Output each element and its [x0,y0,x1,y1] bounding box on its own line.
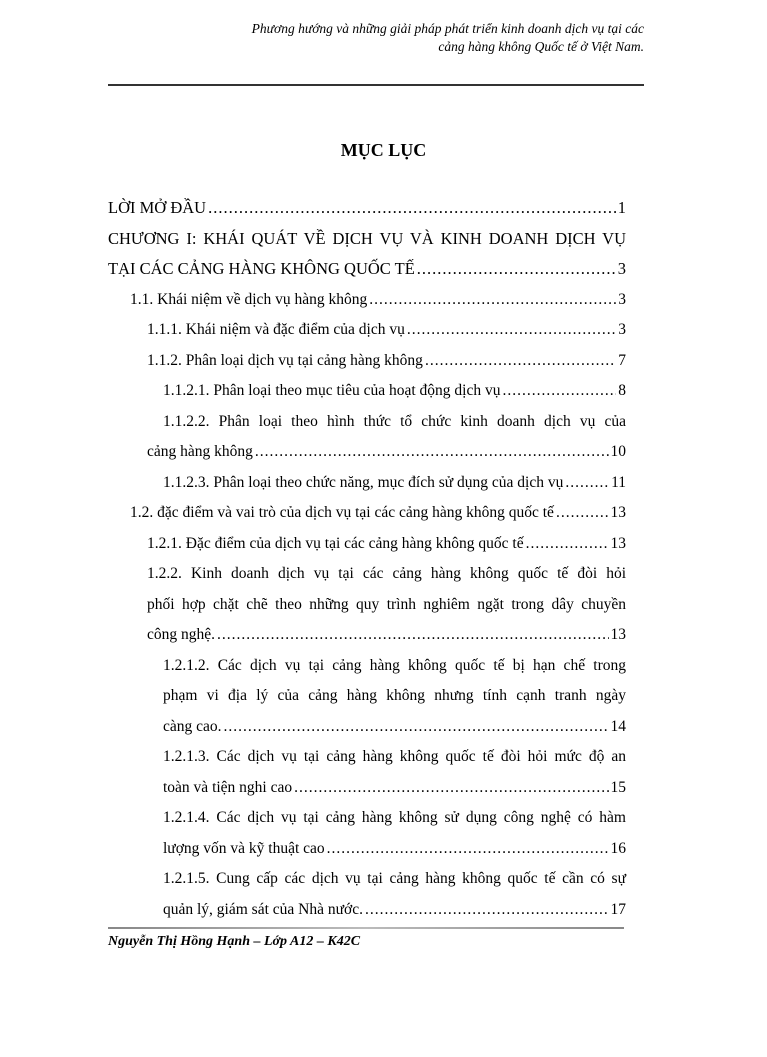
page-title: MỤC LỤC [340,140,427,160]
toc-entry[interactable] [108,285,626,316]
toc-line [108,193,626,224]
toc-entry-text: quản lý, giám sát của Nhà nước. [163,900,363,918]
toc-entry[interactable] [108,864,626,925]
toc-line [108,529,626,560]
toc-entry-text: lượng vốn và kỹ thuật cao [163,839,325,857]
toc-entry-text: 1.2.1.3. Các dịch vụ tại cảng hàng không quốc tế đòi hỏi mức độ an [163,748,626,765]
toc-line [108,803,626,834]
toc-line [108,224,626,255]
dot-leader [208,193,616,224]
toc-line [108,346,626,377]
toc-page-number: 16 [610,839,626,857]
toc-entry[interactable] [108,407,626,468]
toc-entry[interactable] [108,315,626,346]
toc-entry-text: toàn và tiện nghi cao [163,778,293,796]
toc-entry-text: TẠI CÁC CẢNG HÀNG KHÔNG QUỐC TẾ [108,259,415,278]
toc-entry-text: 1.2.1. Đặc điểm của dịch vụ tại các cảng hàng không quốc tế [147,534,524,552]
dot-leader [255,437,609,468]
toc-line [108,315,626,346]
header-line-2: cảng hàng không Quốc tế ở Việt Nam. [438,39,644,54]
toc-page-number: 13 [610,534,626,552]
toc-entry-text: cảng hàng không [147,443,253,460]
toc-entry-text: 1.1.1. Khái niệm và đặc điểm của dịch vụ [147,321,405,338]
toc-page-number: 11 [611,473,626,491]
toc-entry[interactable] [108,376,626,407]
toc-entry[interactable] [108,498,626,529]
toc-line [108,254,626,285]
dot-leader [526,529,609,560]
toc-entry-text: 1.2. đặc điểm và vai trò của dịch vụ tại các cảng hàng không quốc tế [130,504,554,521]
toc-line [108,681,626,712]
toc-line [108,712,626,743]
dot-leader [407,315,616,346]
toc-page-number: 17 [610,900,626,918]
toc-entry[interactable] [108,346,626,377]
dot-leader [503,376,617,407]
footer-rule [108,927,624,929]
dot-leader [224,712,609,743]
dot-leader [417,254,616,285]
toc-line [108,620,626,651]
toc-line [108,498,626,529]
dot-leader [217,620,608,651]
toc-entry[interactable] [108,193,626,224]
toc-entry-text: công nghệ. [147,626,216,643]
toc-entry-text: 1.2.2. Kinh doanh dịch vụ tại các cảng hàng không quốc tế đòi hỏi [147,565,626,582]
toc-page-number: 10 [610,443,626,460]
footer-author: Nguyễn Thị Hồng Hạnh – Lớp A12 – K42C [108,934,361,949]
toc-page-number: 15 [610,778,626,796]
toc-entry-text: phối hợp chặt chẽ theo những quy trình nghiêm ngặt trong dây chuyền [147,595,626,613]
toc-entry-text: 1.2.1.5. Cung cấp các dịch vụ tại cảng hàng không quốc tế cần có sự [163,870,626,887]
toc-page-number: 3 [618,321,626,338]
toc-line [108,376,626,407]
toc-page-number: 13 [610,504,626,521]
running-header [200,20,644,56]
toc-line [108,742,626,773]
toc-entry[interactable] [108,529,626,560]
toc-line [108,285,626,316]
toc-line [108,559,626,590]
toc-entry-text: 1.2.1.4. Các dịch vụ tại cảng hàng không sử dụng công nghệ có hàm [163,809,626,826]
header-line-1: Phương hướng và những giải pháp phát triển kinh doanh dịch vụ tại các [251,21,644,36]
toc-page-number: 13 [610,626,626,643]
toc-page-number: 14 [610,717,626,735]
toc-entry-text: 1.1.2.2. Phân loại theo hình thức tổ chức kinh doanh dịch vụ của [163,412,626,430]
toc-entry-text: 1.1.2. Phân loại dịch vụ tại cảng hàng không [147,351,423,369]
header-rule [108,84,644,86]
dot-leader [565,468,609,499]
toc-entry[interactable] [108,468,626,499]
dot-leader [294,773,608,804]
dot-leader [556,498,609,529]
table-of-contents [108,193,626,925]
dot-leader [327,834,609,865]
toc-page-number: 7 [618,351,626,369]
toc-entry[interactable] [108,559,626,651]
toc-entry-text: 1.1.2.3. Phân loại theo chức năng, mục đích sử dụng của dịch vụ [163,473,564,491]
toc-page-number: 3 [618,290,626,308]
toc-entry-text: 1.1.2.1. Phân loại theo mục tiêu của hoạt động dịch vụ [163,382,501,399]
toc-entry-text: 1.2.1.2. Các dịch vụ tại cảng hàng không quốc tế bị hạn chế trong [163,656,626,674]
toc-page-number: 3 [617,259,626,278]
toc-line [108,895,626,926]
toc-page-number: 1 [617,198,626,217]
toc-entry[interactable] [108,742,626,803]
toc-line [108,407,626,438]
toc-entry-text: phạm vi địa lý của cảng hàng không nhưng tính cạnh tranh ngày [163,687,626,704]
dot-leader [369,285,616,316]
toc-line [108,468,626,499]
toc-entry[interactable] [108,224,626,285]
toc-entry-text: LỜI MỞ ĐẦU [108,198,207,217]
toc-entry-text: 1.1. Khái niệm về dịch vụ hàng không [130,290,368,308]
dot-leader [425,346,616,377]
toc-page-number: 8 [618,382,626,399]
toc-line [108,834,626,865]
toc-entry-text: càng cao. [163,717,222,735]
toc-line [108,864,626,895]
toc-entry[interactable] [108,651,626,743]
dot-leader [365,895,609,926]
toc-line [108,437,626,468]
toc-line [108,773,626,804]
toc-line [108,651,626,682]
toc-entry[interactable] [108,803,626,864]
toc-entry-text: CHƯƠNG I: KHÁI QUÁT VỀ DỊCH VỤ VÀ KINH DOANH DỊCH VỤ [108,228,626,248]
toc-line [108,590,626,621]
